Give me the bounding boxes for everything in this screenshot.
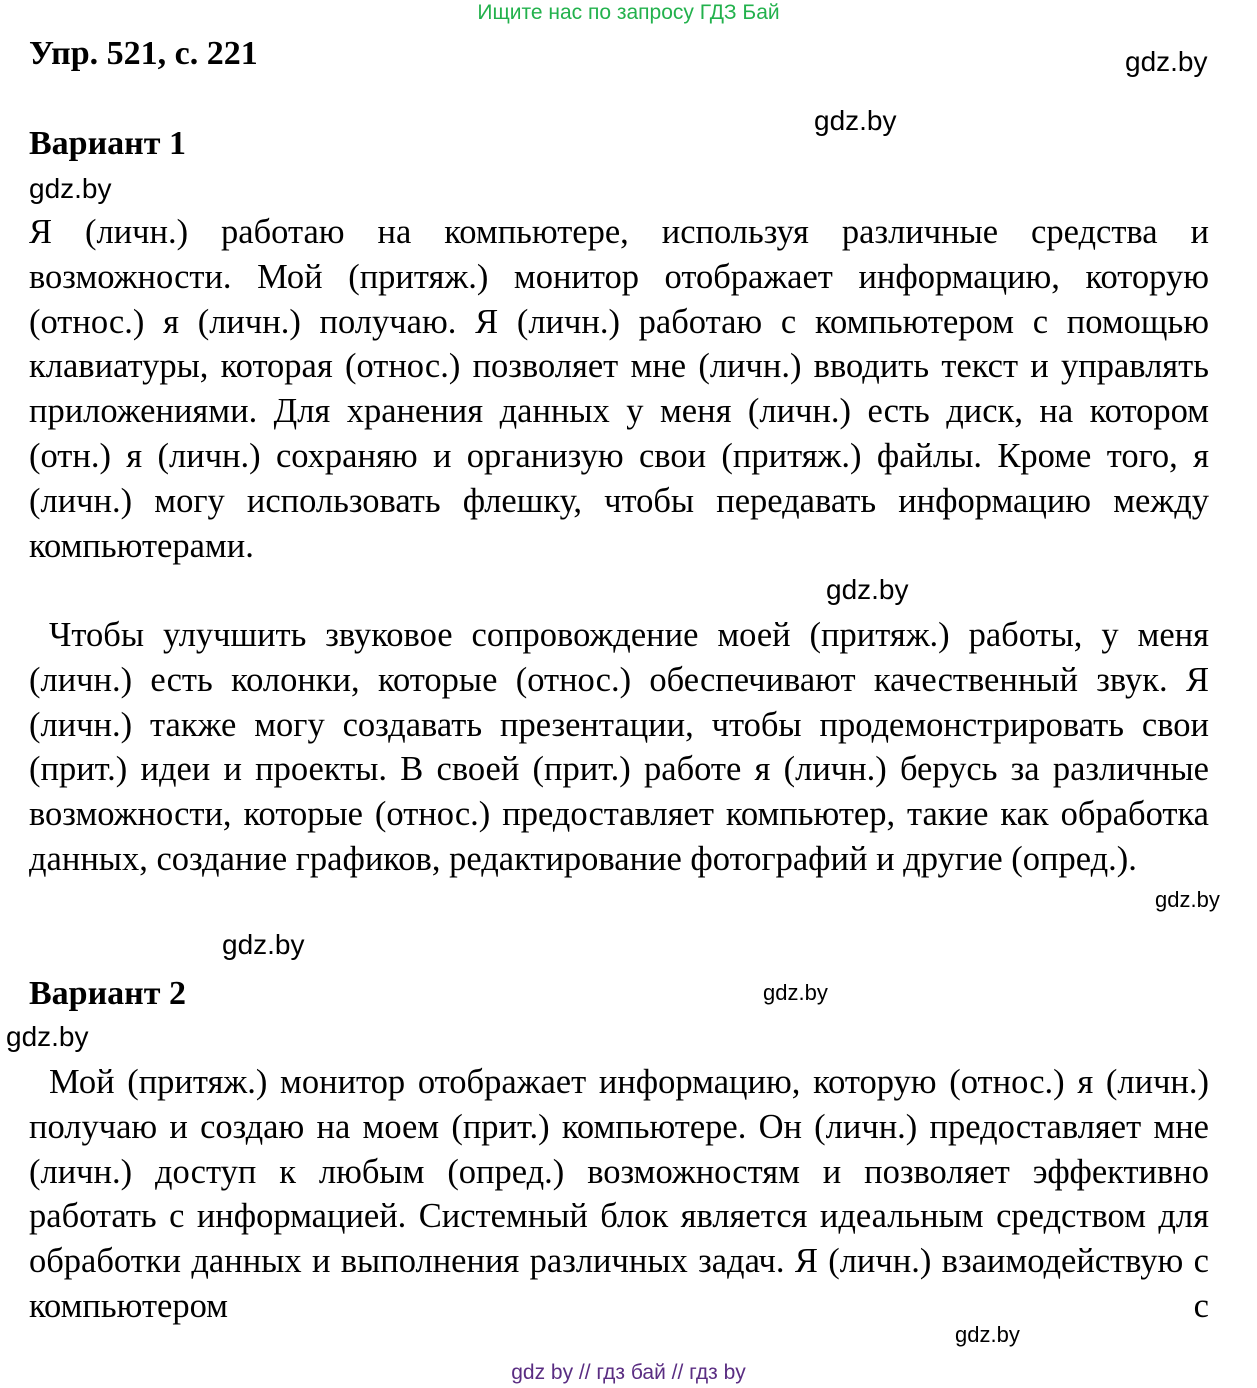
variant-2-title: Вариант 2 [29,975,186,1012]
variant-1-title: Вариант 1 [29,125,186,162]
watermark: gdz.by [6,1021,89,1052]
watermark: gdz.by [29,173,112,204]
watermark: gdz.by [826,574,909,605]
exercise-title: Упр. 521, с. 221 [29,35,258,72]
watermark: gdz.by [763,980,828,1005]
footer-links: gdz by // гдз бай // гдз by [511,1361,746,1384]
watermark: gdz.by [814,105,897,136]
watermark: gdz.by [1125,46,1208,77]
watermark: gdz.by [1155,887,1220,912]
variant-1-paragraph-1: Я (личн.) работаю на компьютере, используя различные средства и возможности. Мой (притяж.) монитор отображает информацию, которую (относ.) я (личн.) получаю. Я (личн.) работаю с компьютером с помощью клавиатуры, которая (относ.) позволяет мне (личн.) вводить текст и управлять приложениями. Для хранения данных у меня (личн.) есть диск, на котором (отн.) я (личн.) сохраняю и организую свои (притяж.) файлы. Кроме того, я (личн.) могу использовать флешку, чтобы передавать информацию между компьютерами. [29,213,1209,565]
search-banner: Ищите нас по запросу ГДЗ Бай [477,1,780,24]
variant-1-paragraph-2: Чтобы улучшить звуковое сопровождение моей (притяж.) работы, у меня (личн.) есть колонки, которые (относ.) обеспечивают качественный звук. Я (личн.) также могу создавать презентации, чтобы продемонстрировать свои (прит.) идеи и проекты. В своей (прит.) работе я (личн.) берусь за различные возможности, которые (относ.) предоставляет компьютер, такие как обработка данных, создание графиков, редактирование фотографий и другие (опред.). [29,616,1209,878]
variant-2-paragraph-1: Мой (притяж.) монитор отображает информацию, которую (относ.) я (личн.) получаю и создаю на моем (прит.) компьютере. Он (личн.) предоставляет мне (личн.) доступ к любым (опред.) возможностям и позволяет эффективно работать с информацией. Системный блок является идеальным средством для обработки данных и выполнения различных задач. Я (личн.) взаимодействую с компьютером с [29,1063,1209,1325]
watermark: gdz.by [222,929,305,960]
watermark: gdz.by [955,1322,1020,1347]
